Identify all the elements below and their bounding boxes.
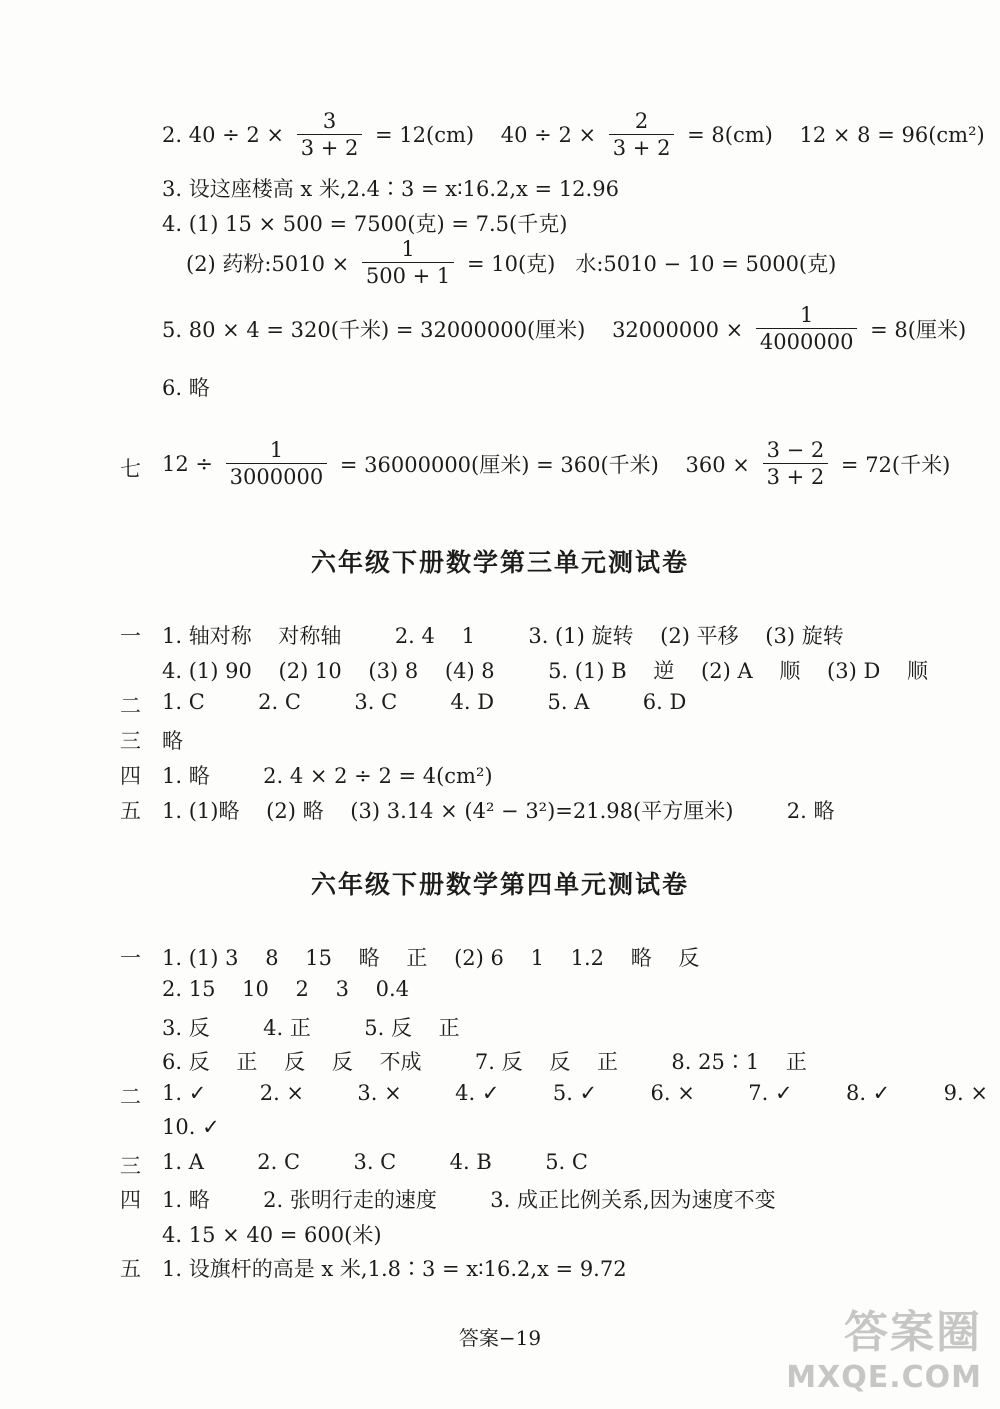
section-mark: 三 [120,1154,141,1178]
answer-row: 1. 略 2. 张明行走的速度 3. 成正比例关系,因为速度不变 [162,1188,776,1212]
answer-line-3: 3. 设这座楼高 x 米,2.4∶3 = x∶16.2,x = 12.96 [162,177,619,201]
answer-line-4b: (2) 药粉:5010 × $\frac{1}{500 + 1}$ = 10(克) 水:5010 − 10 = 5000(克) [186,237,837,288]
section-mark: 五 [120,1257,141,1281]
answer-line-6: 6. 略 [162,376,210,400]
answer-row: 1. 略 2. 4 × 2 ÷ 2 = 4(cm²) [162,764,493,788]
answer-row: 1. (1) 3 8 15 略 正 (2) 6 1 1.2 略 反 [162,946,700,970]
section-mark: 七 [120,457,141,481]
answer-line-5: 5. 80 × 4 = 320(千米) = 32000000(厘米) 32000000 × $\frac{1}{4000000}$ = 8(厘米) [162,303,967,354]
section-mark: 一 [120,946,141,970]
answer-row: 10. ✓ [162,1115,220,1139]
section-mark: 二 [120,1085,141,1109]
section-mark: 五 [120,799,141,823]
section-title-unit3: 六年级下册数学第三单元测试卷 [310,548,689,577]
answer-row: 6. 反 正 反 反 不成 7. 反 反 正 8. 25∶1 正 [162,1050,807,1074]
section-mark: 三 [120,729,141,753]
answer-row: 3. 反 4. 正 5. 反 正 [162,1016,460,1040]
answer-row: 1. 轴对称 对称轴 2. 4 1 3. (1) 旋转 (2) 平移 (3) 旋转 [162,624,844,648]
answer-line-7: 12 ÷ $\frac{1}{3000000}$ = 36000000(厘米) = 360(千米) 360 × $\frac{3 - 2}{3 + 2}$ = 72(千米) [162,438,951,489]
answer-line-4a: 4. (1) 15 × 500 = 7500(克) = 7.5(千克) [162,212,568,236]
answer-row: 2. 15 10 2 3 0.4 [162,977,410,1001]
answer-row: 1. A 2. C 3. C 4. B 5. C [162,1150,588,1174]
fraction: $\frac{3 - 2}{3 + 2}$ [763,437,829,490]
section-mark: 四 [120,764,141,788]
answer-row: 1. ✓ 2. × 3. × 4. ✓ 5. ✓ 6. × 7. ✓ 8. ✓ 9. × [162,1081,988,1105]
section-title-unit4: 六年级下册数学第四单元测试卷 [310,870,689,899]
section-mark: 一 [120,624,141,648]
section-mark: 二 [120,694,141,718]
fraction: $\frac{1}{4000000}$ [756,302,858,355]
answer-row: 1. 设旗杆的高是 x 米,1.8∶3 = x∶16.2,x = 9.72 [162,1257,627,1281]
watermark-logo: 答案圈 MXQE.COM [786,1307,982,1395]
section-mark: 四 [120,1188,141,1212]
answer-line-2: 2. 40 ÷ 2 × $\frac{3}{3 + 2}$ = 12(cm) 40 ÷ 2 × $\frac{2}{3 + 2}$ = 8(cm) 12 × 8 = 96(cm²) [162,109,985,160]
answer-row: 略 [162,729,183,753]
answer-row: 4. 15 × 40 = 600(米) [162,1223,382,1247]
answer-row: 1. C 2. C 3. C 4. D 5. A 6. D [162,690,687,714]
answer-row: 1. (1)略 (2) 略 (3) 3.14 × (4² − 3²)=21.98(平方厘米) 2. 略 [162,799,835,823]
answer-row: 4. (1) 90 (2) 10 (3) 8 (4) 8 5. (1) B 逆 (2) A 顺 (3) D 顺 [162,659,928,683]
fraction: $\frac{1}{3000000}$ [226,437,328,490]
fraction: $\frac{2}{3 + 2}$ [609,108,675,161]
fraction: $\frac{1}{500 + 1}$ [362,236,454,289]
fraction: $\frac{3}{3 + 2}$ [297,108,363,161]
page-footer: 答案−19 [458,1326,542,1350]
